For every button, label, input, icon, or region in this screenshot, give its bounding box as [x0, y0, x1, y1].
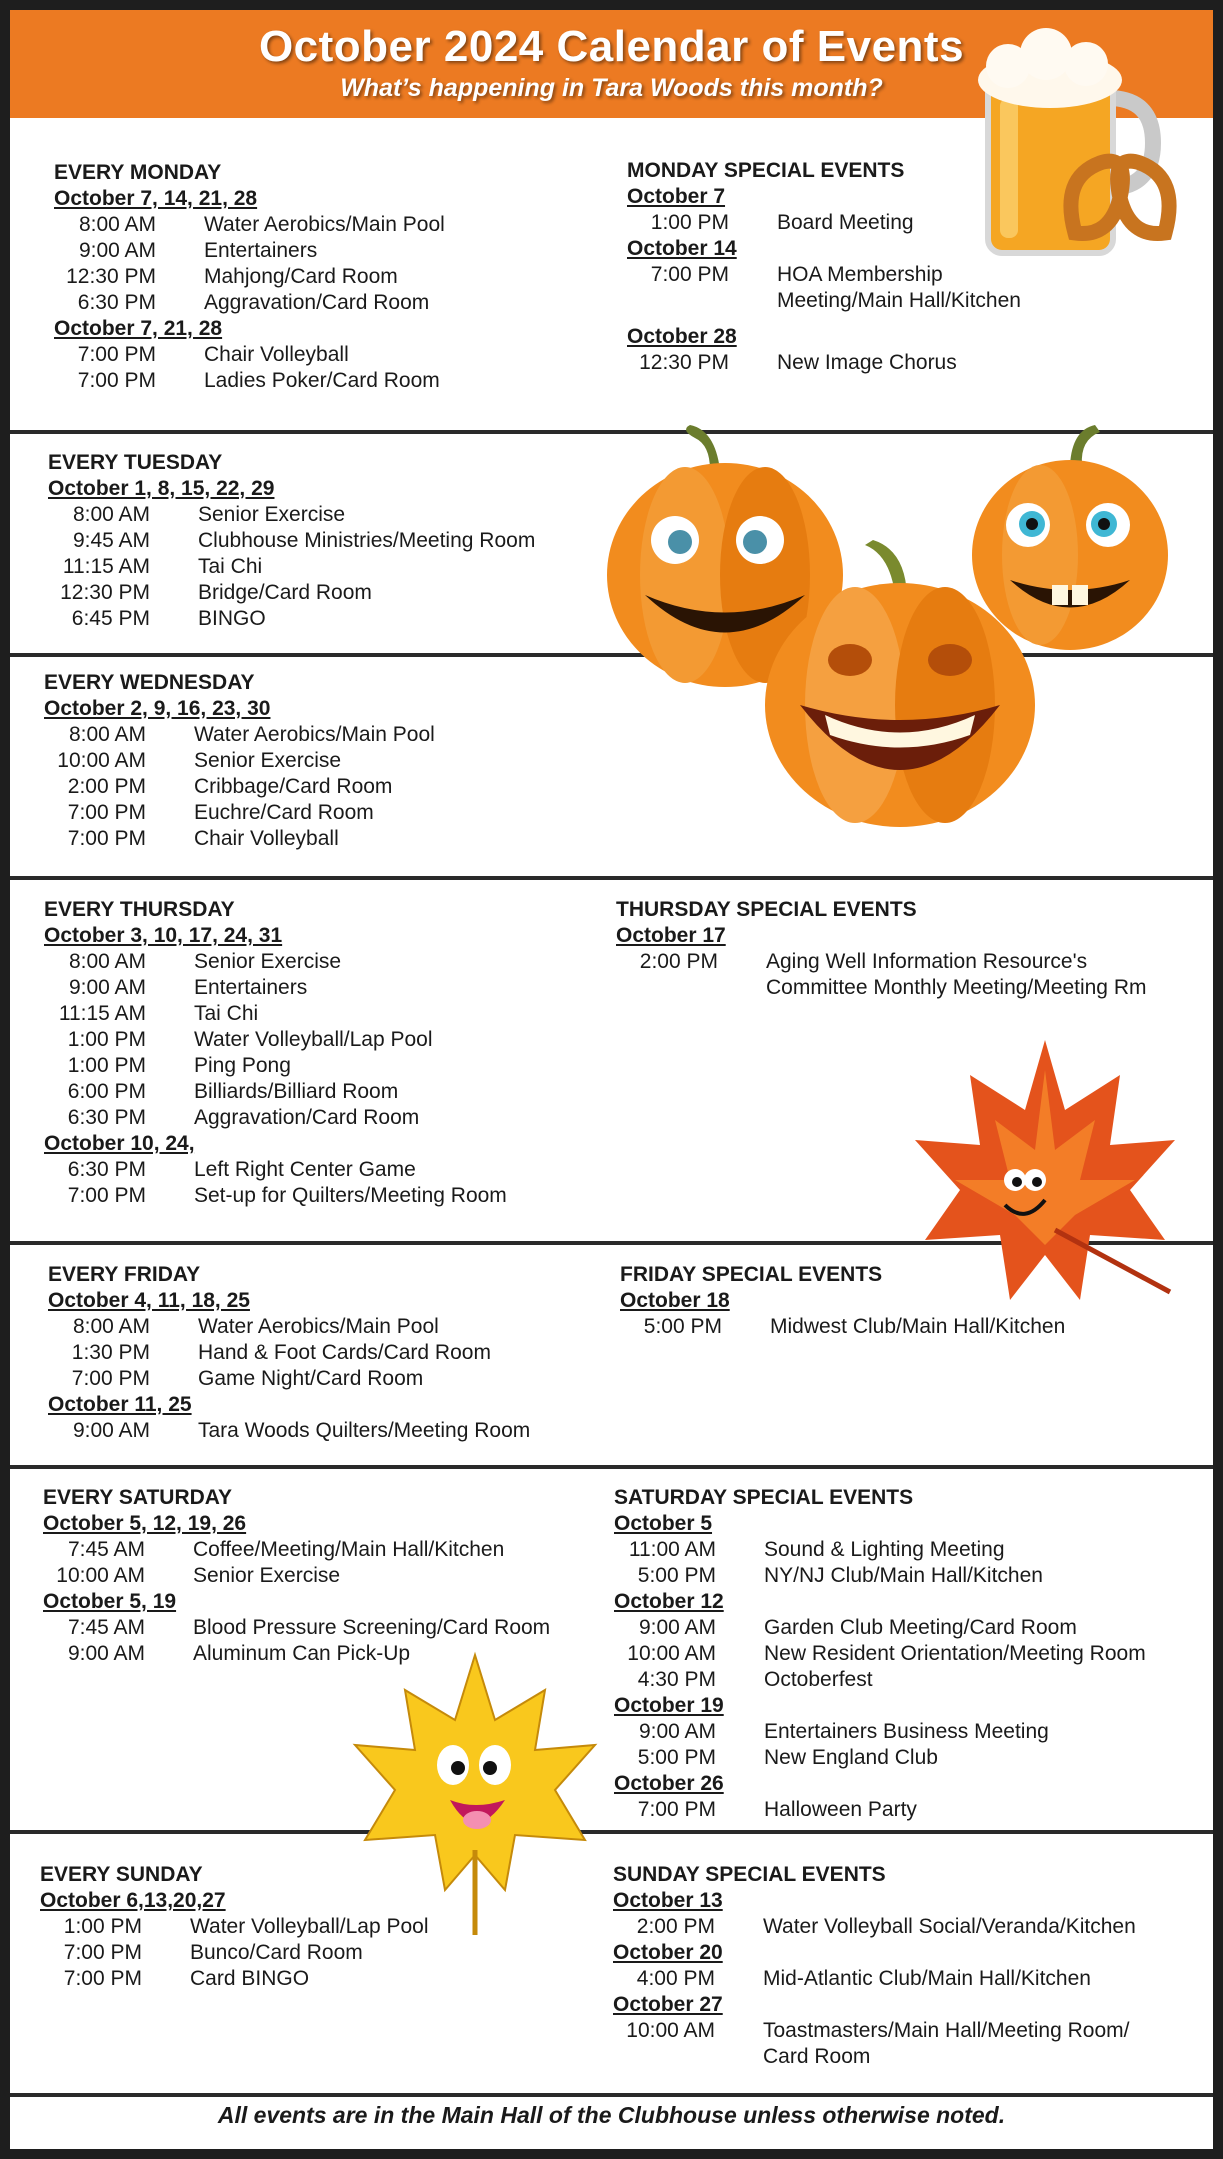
- date-heading: October 5, 19: [43, 1590, 177, 1613]
- event-name-line: Mid-Atlantic Club/Main Hall/Kitchen: [763, 1967, 1091, 1990]
- event-row: [614, 1641, 1146, 1667]
- date-heading: October 28: [627, 325, 737, 348]
- event-name: [193, 1641, 410, 1667]
- event-time: 8:00 AM: [68, 950, 146, 973]
- event-name: [764, 1745, 938, 1771]
- event-name: [194, 800, 374, 826]
- section-title: EVERY THURSDAY: [44, 898, 235, 921]
- event-name: [204, 342, 349, 368]
- event-time: 4:00 PM: [636, 1967, 715, 1990]
- date-heading: October 10, 24,: [44, 1132, 195, 1155]
- event-name: [190, 1914, 429, 1940]
- event-time: 11:00 AM: [628, 1538, 716, 1561]
- event-name-line: Bunco/Card Room: [190, 1941, 363, 1964]
- event-name: [194, 1053, 291, 1079]
- event-name-line: Tai Chi: [198, 555, 263, 578]
- event-name-line: Ping Pong: [194, 1054, 291, 1077]
- event-time: 9:00 AM: [68, 976, 146, 999]
- date-heading: October 17: [616, 924, 726, 947]
- event-name: [764, 1641, 1146, 1667]
- event-row: [40, 1966, 429, 1992]
- event-name: [198, 1366, 423, 1392]
- event-name-line: Garden Club Meeting/Card Room: [764, 1616, 1077, 1639]
- event-row: [44, 1001, 507, 1027]
- friday-section: [48, 1262, 530, 1444]
- event-name-line: Card Room: [763, 2045, 871, 2068]
- event-name: [194, 722, 435, 748]
- event-time: 10:00 AM: [57, 749, 146, 772]
- event-name-line: Billiards/Billiard Room: [194, 1080, 399, 1103]
- event-row: [627, 350, 1021, 376]
- event-time: 7:45 AM: [67, 1616, 145, 1639]
- event-row: [43, 1641, 550, 1667]
- wednesday-section: [44, 670, 435, 852]
- event-time: 1:30 PM: [71, 1341, 150, 1364]
- event-name: [198, 1340, 491, 1366]
- event-time: 7:00 PM: [67, 827, 146, 850]
- event-time: 6:30 PM: [67, 1106, 146, 1129]
- event-row: [48, 1314, 530, 1340]
- event-name: [194, 1157, 416, 1183]
- section-title: SUNDAY SPECIAL EVENTS: [613, 1863, 886, 1886]
- section-title: THURSDAY SPECIAL EVENTS: [616, 898, 917, 921]
- event-name-line: Chair Volleyball: [194, 827, 339, 850]
- event-name-line: Card BINGO: [190, 1967, 310, 1990]
- event-row: [44, 975, 507, 1001]
- section-divider: [10, 1830, 1213, 1834]
- event-name-line: Blood Pressure Screening/Card Room: [193, 1616, 551, 1639]
- event-row: [44, 1157, 507, 1183]
- event-row: [614, 1537, 1146, 1563]
- event-name-line: NY/NJ Club/Main Hall/Kitchen: [764, 1564, 1043, 1587]
- date-heading: October 7: [627, 185, 726, 208]
- event-name-line: Committee Monthly Meeting/Meeting Rm: [766, 976, 1147, 999]
- event-time: 7:00 PM: [77, 343, 156, 366]
- event-time: 10:00 AM: [626, 2019, 715, 2042]
- laughing-pumpkin-icon: [755, 535, 1045, 835]
- event-name: [204, 290, 429, 316]
- event-row: [40, 1914, 429, 1940]
- event-time: 5:00 PM: [637, 1746, 716, 1769]
- date-heading: October 2, 9, 16, 23, 30: [44, 697, 271, 720]
- event-time: 12:30 PM: [66, 265, 156, 288]
- event-name: [198, 1314, 439, 1340]
- event-time: 7:00 PM: [63, 1967, 142, 1990]
- event-time: 12:30 PM: [60, 581, 150, 604]
- event-row: [54, 368, 445, 394]
- section-divider: [10, 876, 1213, 880]
- event-name-line: Tai Chi: [194, 1002, 259, 1025]
- event-time: 9:00 AM: [67, 1642, 145, 1665]
- event-name-line: Entertainers: [204, 239, 318, 262]
- event-name-line: Board Meeting: [777, 211, 914, 234]
- event-name-line: Left Right Center Game: [194, 1158, 416, 1181]
- event-name-line: Octoberfest: [764, 1668, 873, 1691]
- event-name-line: Water Aerobics/Main Pool: [204, 213, 445, 236]
- date-heading: October 11, 25: [48, 1393, 192, 1416]
- section-title: EVERY SATURDAY: [43, 1486, 233, 1509]
- section-title: SATURDAY SPECIAL EVENTS: [614, 1486, 914, 1509]
- event-row: [620, 1314, 1065, 1340]
- event-row: [613, 1914, 1136, 1940]
- thursday-section: [44, 897, 507, 1209]
- date-heading: October 26: [614, 1772, 724, 1795]
- event-name-line: Water Volleyball/Lap Pool: [190, 1915, 429, 1938]
- event-time: 7:00 PM: [77, 369, 156, 392]
- event-row: [48, 528, 535, 554]
- event-time: 7:00 PM: [637, 1798, 716, 1821]
- event-name-line: Mahjong/Card Room: [204, 265, 398, 288]
- event-name-line: Game Night/Card Room: [198, 1367, 424, 1390]
- event-row: [44, 800, 435, 826]
- event-name: [198, 580, 372, 606]
- section-divider: [10, 2093, 1213, 2097]
- event-time: 7:00 PM: [63, 1941, 142, 1964]
- event-row: [44, 1053, 507, 1079]
- event-name: [194, 774, 392, 800]
- event-name: [770, 1314, 1065, 1340]
- event-time: 2:00 PM: [636, 1915, 715, 1938]
- event-row: [616, 949, 1146, 1001]
- event-row: [48, 1418, 530, 1444]
- event-time: 10:00 AM: [56, 1564, 145, 1587]
- date-heading: October 5: [614, 1512, 713, 1535]
- event-time: 1:00 PM: [67, 1054, 146, 1077]
- date-heading: October 4, 11, 18, 25: [48, 1289, 250, 1312]
- event-row: [48, 580, 535, 606]
- event-row: [44, 1027, 507, 1053]
- event-name: [764, 1615, 1077, 1641]
- event-name-line: Senior Exercise: [194, 749, 342, 772]
- footer-note: All events are in the Main Hall of the Clubhouse unless otherwise noted.: [217, 2102, 1006, 2128]
- event-name-line: Halloween Party: [764, 1798, 917, 1821]
- date-heading: October 13: [613, 1889, 723, 1912]
- event-row: [44, 1183, 507, 1209]
- event-time: 11:15 AM: [58, 1002, 146, 1025]
- event-name-line: Set-up for Quilters/Meeting Room: [194, 1184, 507, 1207]
- event-row: [613, 2018, 1136, 2070]
- event-name-line: Senior Exercise: [193, 1564, 341, 1587]
- date-heading: October 1, 8, 15, 22, 29: [48, 477, 275, 500]
- event-name-line: Midwest Club/Main Hall/Kitchen: [770, 1315, 1066, 1338]
- tuesday-section: [48, 450, 535, 632]
- event-name-line: Clubhouse Ministries/Meeting Room: [198, 529, 536, 552]
- event-name-line: Chair Volleyball: [204, 343, 349, 366]
- event-name-line: Water Aerobics/Main Pool: [198, 1315, 439, 1338]
- event-name: [198, 1418, 530, 1444]
- event-row: [627, 262, 1021, 314]
- event-name-line: Water Volleyball Social/Veranda/Kitchen: [763, 1915, 1136, 1938]
- event-name: [198, 554, 262, 580]
- event-row: [48, 1366, 530, 1392]
- event-row: [44, 1105, 507, 1131]
- event-time: 7:45 AM: [67, 1538, 145, 1561]
- saturday-special-section: [614, 1485, 1146, 1823]
- event-name-line: Sound & Lighting Meeting: [764, 1538, 1005, 1561]
- event-name: [194, 748, 341, 774]
- section-divider: [10, 1465, 1213, 1469]
- event-row: [40, 1940, 429, 1966]
- event-name-line: Tara Woods Quilters/Meeting Room: [198, 1419, 531, 1442]
- date-heading: October 3, 10, 17, 24, 31: [44, 924, 283, 947]
- date-heading: October 27: [613, 1993, 723, 2016]
- event-name-line: Euchre/Card Room: [194, 801, 374, 824]
- page-subtitle: What’s happening in Tara Woods this month?: [340, 74, 883, 102]
- event-time: 11:15 AM: [62, 555, 150, 578]
- event-row: [54, 342, 445, 368]
- event-name: [194, 975, 307, 1001]
- event-row: [48, 554, 535, 580]
- event-time: 7:00 PM: [71, 1367, 150, 1390]
- saturday-section: [43, 1485, 550, 1667]
- event-name-line: Water Volleyball/Lap Pool: [194, 1028, 433, 1051]
- sunday-special-section: [613, 1862, 1136, 2070]
- event-time: 2:00 PM: [639, 950, 718, 973]
- event-time: 9:00 AM: [72, 1419, 150, 1442]
- event-name-line: Aluminum Can Pick-Up: [193, 1642, 411, 1665]
- calendar-poster: [10, 10, 1213, 2149]
- event-time: 5:00 PM: [637, 1564, 716, 1587]
- event-row: [48, 606, 535, 632]
- event-name-line: Ladies Poker/Card Room: [204, 369, 440, 392]
- event-time: 9:00 AM: [638, 1616, 716, 1639]
- event-name: [764, 1667, 873, 1693]
- event-name: [777, 262, 1021, 314]
- event-time: 1:00 PM: [650, 211, 729, 234]
- event-time: 8:00 AM: [72, 1315, 150, 1338]
- event-name-line: New Image Chorus: [777, 351, 957, 374]
- event-name-line: HOA Membership: [777, 263, 943, 286]
- event-row: [54, 212, 445, 238]
- event-name: [194, 1183, 507, 1209]
- event-row: [54, 238, 445, 264]
- event-name-line: New Resident Orientation/Meeting Room: [764, 1642, 1146, 1665]
- event-row: [43, 1537, 550, 1563]
- pretzel-icon: [1055, 138, 1185, 258]
- section-title: FRIDAY SPECIAL EVENTS: [620, 1263, 883, 1286]
- event-name-line: Senior Exercise: [194, 950, 342, 973]
- event-name-line: Meeting/Main Hall/Kitchen: [777, 289, 1021, 312]
- event-row: [54, 290, 445, 316]
- event-name-line: Entertainers: [194, 976, 308, 999]
- event-name: [193, 1563, 340, 1589]
- event-row: [44, 722, 435, 748]
- event-name: [204, 368, 440, 394]
- friday-special-section: [620, 1262, 1065, 1340]
- section-title: MONDAY SPECIAL EVENTS: [627, 159, 905, 182]
- event-row: [44, 748, 435, 774]
- event-time: 7:00 PM: [650, 263, 729, 286]
- event-time: 7:00 PM: [67, 801, 146, 824]
- event-name-line: Coffee/Meeting/Main Hall/Kitchen: [193, 1538, 505, 1561]
- event-time: 9:00 AM: [78, 239, 156, 262]
- date-heading: October 5, 12, 19, 26: [43, 1512, 247, 1535]
- event-name-line: BINGO: [198, 607, 266, 630]
- event-name-line: Cribbage/Card Room: [194, 775, 393, 798]
- event-name: [193, 1537, 504, 1563]
- event-time: 7:00 PM: [67, 1184, 146, 1207]
- event-name-line: Entertainers Business Meeting: [764, 1720, 1049, 1743]
- event-row: [614, 1667, 1146, 1693]
- event-row: [614, 1719, 1146, 1745]
- event-name: [198, 528, 535, 554]
- event-time: 6:00 PM: [67, 1080, 146, 1103]
- event-name: [764, 1537, 1005, 1563]
- event-name: [204, 238, 317, 264]
- event-name: [777, 210, 914, 236]
- event-name: [194, 1027, 433, 1053]
- section-title: EVERY WEDNESDAY: [44, 671, 255, 694]
- sunday-section: [40, 1862, 429, 1992]
- event-name: [190, 1966, 309, 1992]
- event-row: [48, 502, 535, 528]
- date-heading: October 20: [613, 1941, 723, 1964]
- event-time: 10:00 AM: [627, 1642, 716, 1665]
- event-name: [764, 1797, 917, 1823]
- section-title: EVERY MONDAY: [54, 161, 222, 184]
- event-row: [44, 774, 435, 800]
- event-name: [194, 826, 339, 852]
- event-name-line: Hand & Foot Cards/Card Room: [198, 1341, 491, 1364]
- event-time: 12:30 PM: [639, 351, 729, 374]
- event-name: [194, 1001, 258, 1027]
- event-name: [193, 1615, 550, 1641]
- event-row: [44, 826, 435, 852]
- event-name-line: Aggravation/Card Room: [194, 1106, 420, 1129]
- event-name-line: Water Aerobics/Main Pool: [194, 723, 435, 746]
- event-name-line: Senior Exercise: [198, 503, 346, 526]
- date-heading: October 18: [620, 1289, 730, 1312]
- section-title: EVERY TUESDAY: [48, 451, 223, 474]
- event-row: [54, 264, 445, 290]
- event-time: 9:00 AM: [638, 1720, 716, 1743]
- event-name: [764, 1563, 1043, 1589]
- event-time: 2:00 PM: [67, 775, 146, 798]
- event-time: 6:45 PM: [71, 607, 150, 630]
- date-heading: October 7, 14, 21, 28: [54, 187, 258, 210]
- section-title: EVERY SUNDAY: [40, 1863, 203, 1886]
- event-row: [614, 1615, 1146, 1641]
- monday-section: [54, 160, 445, 394]
- event-name: [204, 264, 398, 290]
- spacer: [627, 314, 1021, 324]
- event-name: [763, 1966, 1091, 1992]
- event-time: 4:30 PM: [637, 1668, 716, 1691]
- event-name: [763, 1914, 1136, 1940]
- page-title: October 2024 Calendar of Events: [258, 22, 965, 71]
- monday-special-section: [627, 158, 1021, 376]
- event-time: 6:30 PM: [67, 1158, 146, 1181]
- event-name-line: New England Club: [764, 1746, 938, 1769]
- date-heading: October 7, 21, 28: [54, 317, 223, 340]
- event-name: [764, 1719, 1049, 1745]
- event-time: 8:00 AM: [72, 503, 150, 526]
- event-name: [198, 606, 266, 632]
- event-name: [194, 1079, 398, 1105]
- event-time: 8:00 AM: [68, 723, 146, 746]
- event-row: [48, 1340, 530, 1366]
- event-name-line: Aggravation/Card Room: [204, 291, 430, 314]
- date-heading: October 12: [614, 1590, 724, 1613]
- section-title: EVERY FRIDAY: [48, 1263, 201, 1286]
- event-time: 1:00 PM: [63, 1915, 142, 1938]
- event-row: [43, 1563, 550, 1589]
- event-name: [777, 350, 957, 376]
- event-row: [613, 1966, 1136, 1992]
- event-name: [190, 1940, 363, 1966]
- event-name: [204, 212, 445, 238]
- thursday-special-section: [616, 897, 1146, 1001]
- event-time: 5:00 PM: [643, 1315, 722, 1338]
- event-name: [763, 2018, 1129, 2070]
- event-name: [194, 949, 341, 975]
- event-name-line: Aging Well Information Resource's: [766, 950, 1088, 973]
- event-time: 9:45 AM: [72, 529, 150, 552]
- date-heading: October 19: [614, 1694, 724, 1717]
- event-name-line: Toastmasters/Main Hall/Meeting Room/: [763, 2019, 1130, 2042]
- event-name: [194, 1105, 419, 1131]
- event-row: [44, 1079, 507, 1105]
- event-row: [614, 1563, 1146, 1589]
- date-heading: October 6,13,20,27: [40, 1889, 226, 1912]
- event-name: [198, 502, 345, 528]
- event-row: [627, 210, 1021, 236]
- event-name-line: Bridge/Card Room: [198, 581, 372, 604]
- event-time: 6:30 PM: [77, 291, 156, 314]
- event-row: [43, 1615, 550, 1641]
- event-row: [44, 949, 507, 975]
- event-name: [766, 949, 1146, 1001]
- date-heading: October 14: [627, 237, 737, 260]
- event-time: 8:00 AM: [78, 213, 156, 236]
- event-row: [614, 1745, 1146, 1771]
- event-time: 1:00 PM: [67, 1028, 146, 1051]
- event-row: [614, 1797, 1146, 1823]
